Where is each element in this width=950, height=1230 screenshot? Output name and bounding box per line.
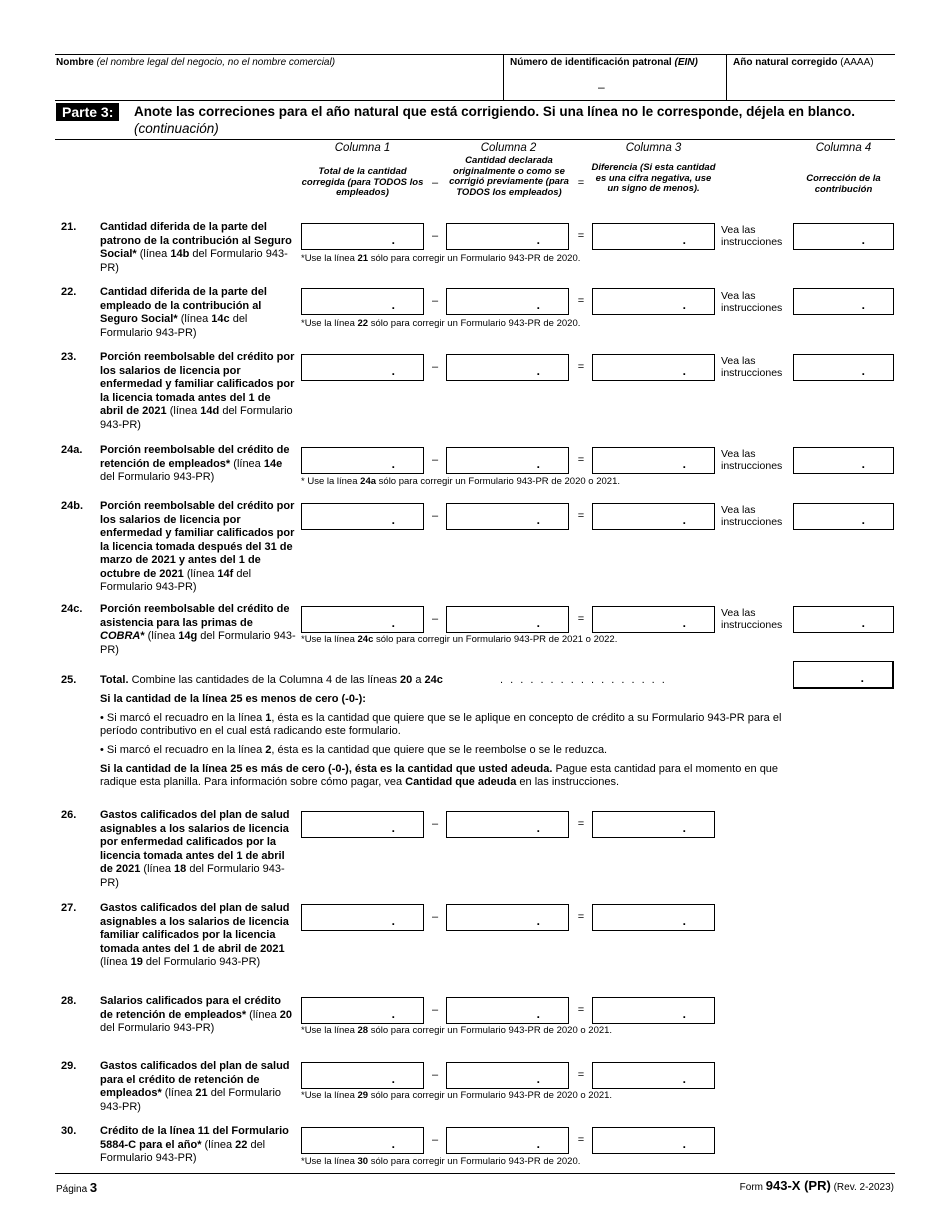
equals-sign: = xyxy=(577,1069,585,1081)
line-21-column-2-input[interactable]: . xyxy=(446,223,569,250)
divider xyxy=(726,54,727,100)
line-22-number: 22. xyxy=(61,286,77,298)
ein-field-label: Número de identificación patronal (EIN) xyxy=(510,57,698,68)
line-21-column-4-input[interactable]: . xyxy=(793,223,894,250)
line-23-column-1-input[interactable]: . xyxy=(301,354,424,381)
line-24c-note: *Use la línea 24c sólo para corregir un Formulario 943-PR de 2021 o 2022. xyxy=(301,634,618,645)
line-22-column-1-input[interactable]: . xyxy=(301,288,424,315)
part-rule xyxy=(55,139,895,140)
line-24a-note: * Use la línea 24a sólo para corregir un Formulario 943-PR de 2020 o 2021. xyxy=(301,476,620,487)
line-22-see-instructions: Vea las instrucciones xyxy=(721,290,783,314)
line-21-column-1-input[interactable]: . xyxy=(301,223,424,250)
line-30-column-2-input[interactable]: . xyxy=(446,1127,569,1154)
line-24c-description: Porción reembolsable del crédito de asistencia para las primas de COBRA* (línea 14g del Formulario 943-PR) xyxy=(100,603,296,656)
line-25-bullet-1: • Si marcó el recuadro en la línea 1, ésta es la cantidad que quiere que se le aplique en concepto de crédito a su Formulario 943-PR para el período contributivo en el cual está radicando este formulario. xyxy=(100,712,782,737)
dot-leader: . . . . . . . . . . . . . . . . . xyxy=(500,674,667,686)
minus-sign: – xyxy=(431,361,439,373)
equals-sign: = xyxy=(577,295,585,307)
footer-rule xyxy=(55,1173,895,1174)
line-24c-column-1-input[interactable]: . xyxy=(301,606,424,633)
line-28-description: Salarios calificados para el crédito de retención de empleados* (línea 20 del Formulario 943-PR) xyxy=(100,995,292,1034)
line-30-note: *Use la línea 30 sólo para corregir un Formulario 943-PR de 2020. xyxy=(301,1156,581,1167)
header-rule xyxy=(55,100,895,101)
line-24b-column-4-input[interactable]: . xyxy=(793,503,894,530)
minus-sign: – xyxy=(431,230,439,242)
year-field-label: Año natural corregido (AAAA) xyxy=(733,57,874,68)
line-23-column-4-input[interactable]: . xyxy=(793,354,894,381)
line-23-column-2-input[interactable]: . xyxy=(446,354,569,381)
line-24a-see-instructions: Vea las instrucciones xyxy=(721,448,783,472)
line-27-description: Gastos calificados del plan de salud asignables a los salarios de licencia familiar calificados por la licencia tomada antes del 1 de abril de 2021 (línea 19 del Formulario 943-PR) xyxy=(100,902,290,968)
part-title: Anote las correciones para el año natural que está corrigiendo. Si una línea no le corresponde, déjela en blanco. xyxy=(134,104,855,119)
line-24c-column-2-input[interactable]: . xyxy=(446,606,569,633)
minus-sign: – xyxy=(431,613,439,625)
equals-sign: = xyxy=(577,510,585,522)
line-24b-see-instructions: Vea las instrucciones xyxy=(721,504,783,528)
line-29-column-2-input[interactable]: . xyxy=(446,1062,569,1089)
line-22-description: Cantidad diferida de la parte del empleado de la contribución al Seguro Social* (línea 14c del Formulario 943-PR) xyxy=(100,286,267,339)
line-27-column-3-input[interactable]: . xyxy=(592,904,715,931)
line-21-description: Cantidad diferida de la parte del patrono de la contribución al Seguro Social* (línea 14b del Formulario 943-PR) xyxy=(100,221,292,274)
line-29-description: Gastos calificados del plan de salud para el crédito de retención de empleados* (línea 21 del Formulario 943-PR) xyxy=(100,1060,290,1113)
line-24a-number: 24a. xyxy=(61,444,83,456)
equals-sign: = xyxy=(577,613,585,625)
equals-sign: = xyxy=(577,230,585,242)
line-25-bullet-2: • Si marcó el recuadro en la línea 2, ésta es la cantidad que quiere que se le reembolse o se le reduzca. xyxy=(100,744,608,756)
minus-sign: – xyxy=(431,510,439,522)
minus-sign: – xyxy=(431,1004,439,1016)
line-26-number: 26. xyxy=(61,809,77,821)
part-badge: Parte 3: xyxy=(56,103,119,121)
equals-sign: = xyxy=(577,177,585,189)
minus-sign: – xyxy=(431,177,439,189)
line-29-number: 29. xyxy=(61,1060,77,1072)
line-22-column-2-input[interactable]: . xyxy=(446,288,569,315)
line-30-column-3-input[interactable]: . xyxy=(592,1127,715,1154)
line-23-column-3-input[interactable]: . xyxy=(592,354,715,381)
line-26-column-1-input[interactable]: . xyxy=(301,811,424,838)
line-24a-column-1-input[interactable]: . xyxy=(301,447,424,474)
name-field-label: Nombre (el nombre legal del negocio, no el nombre comercial) xyxy=(56,57,336,68)
minus-sign: – xyxy=(431,818,439,830)
minus-sign: – xyxy=(431,1134,439,1146)
line-24a-column-2-input[interactable]: . xyxy=(446,447,569,474)
part-subtitle: (continuación) xyxy=(134,121,219,136)
ein-dash: – xyxy=(598,80,605,94)
line-26-column-3-input[interactable]: . xyxy=(592,811,715,838)
top-rule xyxy=(55,54,895,55)
line-25-number: 25. xyxy=(61,674,77,686)
minus-sign: – xyxy=(431,295,439,307)
column-1-description: Total de la cantidad corregida (para TODOS los empleados) xyxy=(301,166,424,198)
line-21-column-3-input[interactable]: . xyxy=(592,223,715,250)
line-25-less-heading: Si la cantidad de la línea 25 es menos de cero (-0-): xyxy=(100,693,366,705)
line-24c-column-3-input[interactable]: . xyxy=(592,606,715,633)
line-23-number: 23. xyxy=(61,351,77,363)
line-22-column-4-input[interactable]: . xyxy=(793,288,894,315)
column-1-heading: Columna 1 xyxy=(334,142,391,154)
line-30-number: 30. xyxy=(61,1125,77,1137)
line-24b-description: Porción reembolsable del crédito por los salarios de licencia por enfermedad y familiar calificados por la licencia tomada después del 31 de marzo de 2021 y antes del 1 de octubre de 2021 (línea 14f del Formulario 943-PR) xyxy=(100,500,295,593)
minus-sign: – xyxy=(431,454,439,466)
line-28-column-3-input[interactable]: . xyxy=(592,997,715,1024)
equals-sign: = xyxy=(577,1134,585,1146)
equals-sign: = xyxy=(577,1004,585,1016)
line-25-total-input[interactable]: . xyxy=(793,661,894,689)
column-3-description: Diferencia (Si esta cantidad es una cifra negativa, use un signo de menos). xyxy=(591,162,716,194)
line-25-description: Total. Combine las cantidades de la Columna 4 de las líneas 20 a 24c xyxy=(100,674,443,686)
equals-sign: = xyxy=(577,911,585,923)
column-4-heading: Columna 4 xyxy=(815,142,872,154)
line-24a-column-3-input[interactable]: . xyxy=(592,447,715,474)
line-28-column-2-input[interactable]: . xyxy=(446,997,569,1024)
minus-sign: – xyxy=(431,1069,439,1081)
column-2-heading: Columna 2 xyxy=(480,142,537,154)
line-28-column-1-input[interactable]: . xyxy=(301,997,424,1024)
line-23-see-instructions: Vea las instrucciones xyxy=(721,355,783,379)
line-27-column-2-input[interactable]: . xyxy=(446,904,569,931)
equals-sign: = xyxy=(577,454,585,466)
line-24a-column-4-input[interactable]: . xyxy=(793,447,894,474)
line-22-note: *Use la línea 22 sólo para corregir un Formulario 943-PR de 2020. xyxy=(301,318,581,329)
line-25-more-paragraph: Si la cantidad de la línea 25 es más de cero (-0-), ésta es la cantidad que usted adeuda. Pague esta cantidad para el momento en que radique esta planilla. Para información sobre cómo pagar, vea Cantidad que adeuda en las instrucciones. xyxy=(100,763,779,788)
line-24a-description: Porción reembolsable del crédito de retención de empleados* (línea 14e del Formulario 943-PR) xyxy=(100,444,290,483)
equals-sign: = xyxy=(577,818,585,830)
line-24b-column-2-input[interactable]: . xyxy=(446,503,569,530)
column-3-heading: Columna 3 xyxy=(625,142,682,154)
line-26-description: Gastos calificados del plan de salud asignables a los salarios de licencia por enfermedad calificados por la licencia tomada antes del 1 de abril de 2021 (línea 18 del Formulario 943-PR) xyxy=(100,809,290,889)
line-27-column-1-input[interactable]: . xyxy=(301,904,424,931)
line-28-number: 28. xyxy=(61,995,77,1007)
line-22-column-3-input[interactable]: . xyxy=(592,288,715,315)
line-26-column-2-input[interactable]: . xyxy=(446,811,569,838)
line-24c-see-instructions: Vea las instrucciones xyxy=(721,607,783,631)
divider xyxy=(503,54,504,100)
column-4-description: Corrección de la contribución xyxy=(806,173,881,195)
column-2-description: Cantidad declarada originalmente o como se corrigió previamente (para TODOS los empleados) xyxy=(449,155,569,198)
line-23-description: Porción reembolsable del crédito por los salarios de licencia por enfermedad y familiar calificados por la licencia tomada antes del 1 de abril de 2021 (línea 14d del Formulario 943-PR) xyxy=(100,351,295,431)
line-29-note: *Use la línea 29 sólo para corregir un Formulario 943-PR de 2020 o 2021. xyxy=(301,1090,613,1101)
form-identifier: Form 943-X (PR) (Rev. 2-2023) xyxy=(739,1178,894,1193)
page-number: Página 3 xyxy=(56,1180,98,1195)
line-21-number: 21. xyxy=(61,221,77,233)
line-24b-number: 24b. xyxy=(61,500,84,512)
line-28-note: *Use la línea 28 sólo para corregir un Formulario 943-PR de 2020 o 2021. xyxy=(301,1025,613,1036)
line-21-see-instructions: Vea las instrucciones xyxy=(721,224,783,248)
minus-sign: – xyxy=(431,911,439,923)
line-24c-column-4-input[interactable]: . xyxy=(793,606,894,633)
line-24b-column-1-input[interactable]: . xyxy=(301,503,424,530)
line-30-description: Crédito de la línea 11 del Formulario 5884-C para el año* (línea 22 del Formulario 943-PR) xyxy=(100,1125,289,1164)
line-21-note: *Use la línea 21 sólo para corregir un Formulario 943-PR de 2020. xyxy=(301,253,581,264)
line-29-column-3-input[interactable]: . xyxy=(592,1062,715,1089)
line-30-column-1-input[interactable]: . xyxy=(301,1127,424,1154)
line-29-column-1-input[interactable]: . xyxy=(301,1062,424,1089)
line-27-number: 27. xyxy=(61,902,77,914)
line-24b-column-3-input[interactable]: . xyxy=(592,503,715,530)
line-24c-number: 24c. xyxy=(61,603,83,615)
equals-sign: = xyxy=(577,361,585,373)
